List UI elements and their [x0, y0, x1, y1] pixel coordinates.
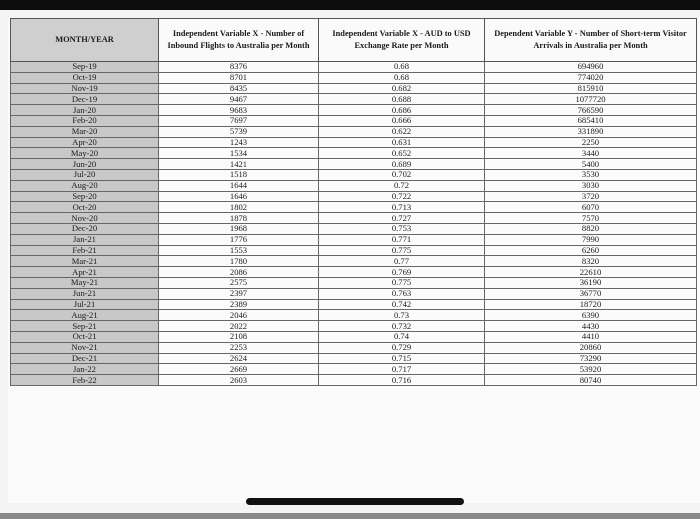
- table-row: [11, 353, 697, 364]
- table-row: [11, 148, 697, 159]
- cell-exchange-rate: 0.775: [319, 277, 485, 288]
- cell-month: Sep-19: [11, 62, 159, 73]
- cell-visitor-arrivals: 8820: [485, 223, 697, 234]
- cell-exchange-rate: 0.716: [319, 375, 485, 386]
- table-row: [11, 62, 697, 73]
- cell-inbound-flights: 2046: [159, 310, 319, 321]
- cell-visitor-arrivals: 4430: [485, 321, 697, 332]
- cell-exchange-rate: 0.652: [319, 148, 485, 159]
- cell-visitor-arrivals: 4410: [485, 331, 697, 342]
- cell-inbound-flights: 9467: [159, 94, 319, 105]
- table-row: [11, 364, 697, 375]
- table-row: [11, 83, 697, 94]
- table-row: [11, 277, 697, 288]
- cell-month: Aug-20: [11, 180, 159, 191]
- cell-month: Jun-20: [11, 159, 159, 170]
- table-row: [11, 331, 697, 342]
- cell-month: Oct-19: [11, 72, 159, 83]
- cell-month: Nov-19: [11, 83, 159, 94]
- cell-month: Nov-20: [11, 213, 159, 224]
- table-row: [11, 191, 697, 202]
- cell-month: Jul-20: [11, 169, 159, 180]
- cell-inbound-flights: 2397: [159, 288, 319, 299]
- cell-inbound-flights: 1968: [159, 223, 319, 234]
- cell-exchange-rate: 0.727: [319, 213, 485, 224]
- cell-exchange-rate: 0.742: [319, 299, 485, 310]
- cell-inbound-flights: 8701: [159, 72, 319, 83]
- cell-visitor-arrivals: 18720: [485, 299, 697, 310]
- cell-exchange-rate: 0.68: [319, 62, 485, 73]
- cell-exchange-rate: 0.713: [319, 202, 485, 213]
- cell-visitor-arrivals: 20860: [485, 342, 697, 353]
- cell-visitor-arrivals: 6260: [485, 245, 697, 256]
- cell-month: Oct-21: [11, 331, 159, 342]
- table-row: [11, 245, 697, 256]
- cell-month: Jul-21: [11, 299, 159, 310]
- cell-visitor-arrivals: 766590: [485, 105, 697, 116]
- cell-visitor-arrivals: 3530: [485, 169, 697, 180]
- cell-exchange-rate: 0.717: [319, 364, 485, 375]
- cell-month: Jan-22: [11, 364, 159, 375]
- cell-inbound-flights: 2669: [159, 364, 319, 375]
- cell-month: Apr-20: [11, 137, 159, 148]
- cell-visitor-arrivals: 2250: [485, 137, 697, 148]
- cell-visitor-arrivals: 694960: [485, 62, 697, 73]
- cell-month: Sep-20: [11, 191, 159, 202]
- cell-inbound-flights: 2086: [159, 267, 319, 278]
- table-row: [11, 321, 697, 332]
- cell-exchange-rate: 0.682: [319, 83, 485, 94]
- cell-inbound-flights: 8435: [159, 83, 319, 94]
- cell-visitor-arrivals: 36190: [485, 277, 697, 288]
- cell-visitor-arrivals: 53920: [485, 364, 697, 375]
- table-row: [11, 310, 697, 321]
- table-row: [11, 159, 697, 170]
- table-row: [11, 288, 697, 299]
- cell-month: Dec-20: [11, 223, 159, 234]
- cell-month: May-21: [11, 277, 159, 288]
- cell-month: Jun-21: [11, 288, 159, 299]
- cell-inbound-flights: 2603: [159, 375, 319, 386]
- cell-exchange-rate: 0.688: [319, 94, 485, 105]
- table-body: [11, 62, 697, 386]
- table-row: [11, 202, 697, 213]
- cell-visitor-arrivals: 6070: [485, 202, 697, 213]
- cell-exchange-rate: 0.73: [319, 310, 485, 321]
- data-table: [10, 18, 697, 386]
- cell-exchange-rate: 0.702: [319, 169, 485, 180]
- cell-exchange-rate: 0.729: [319, 342, 485, 353]
- cell-exchange-rate: 0.732: [319, 321, 485, 332]
- cell-visitor-arrivals: 774020: [485, 72, 697, 83]
- table-row: [11, 256, 697, 267]
- cell-visitor-arrivals: 3720: [485, 191, 697, 202]
- table-row: [11, 72, 697, 83]
- cell-exchange-rate: 0.722: [319, 191, 485, 202]
- table-row: [11, 94, 697, 105]
- cell-inbound-flights: 1243: [159, 137, 319, 148]
- cell-visitor-arrivals: 6390: [485, 310, 697, 321]
- cell-visitor-arrivals: 1077720: [485, 94, 697, 105]
- cell-visitor-arrivals: 685410: [485, 115, 697, 126]
- cell-inbound-flights: 2624: [159, 353, 319, 364]
- cell-month: Feb-20: [11, 115, 159, 126]
- cell-exchange-rate: 0.666: [319, 115, 485, 126]
- table-row: [11, 299, 697, 310]
- cell-visitor-arrivals: 8320: [485, 256, 697, 267]
- cell-inbound-flights: 1421: [159, 159, 319, 170]
- cell-inbound-flights: 1802: [159, 202, 319, 213]
- cell-inbound-flights: 1644: [159, 180, 319, 191]
- top-bar: [0, 0, 700, 10]
- table-row: [11, 105, 697, 116]
- cell-inbound-flights: 1776: [159, 234, 319, 245]
- cell-exchange-rate: 0.753: [319, 223, 485, 234]
- cell-visitor-arrivals: 7990: [485, 234, 697, 245]
- cell-month: May-20: [11, 148, 159, 159]
- cell-exchange-rate: 0.631: [319, 137, 485, 148]
- cell-month: Aug-21: [11, 310, 159, 321]
- cell-exchange-rate: 0.689: [319, 159, 485, 170]
- table-row: [11, 126, 697, 137]
- table-row: [11, 375, 697, 386]
- cell-exchange-rate: 0.72: [319, 180, 485, 191]
- cell-month: Oct-20: [11, 202, 159, 213]
- cell-month: Jan-21: [11, 234, 159, 245]
- cell-visitor-arrivals: 22610: [485, 267, 697, 278]
- header-visitor-arrivals: Dependent Variable Y - Number of Short-term Visitor Arrivals in Australia per Month: [485, 19, 697, 62]
- cell-exchange-rate: 0.775: [319, 245, 485, 256]
- cell-exchange-rate: 0.769: [319, 267, 485, 278]
- table-row: [11, 213, 697, 224]
- cell-month: Dec-21: [11, 353, 159, 364]
- cell-month: Mar-20: [11, 126, 159, 137]
- cell-inbound-flights: 1780: [159, 256, 319, 267]
- table-row: [11, 180, 697, 191]
- cell-exchange-rate: 0.77: [319, 256, 485, 267]
- cell-exchange-rate: 0.715: [319, 353, 485, 364]
- cell-exchange-rate: 0.771: [319, 234, 485, 245]
- spreadsheet-view: [8, 18, 700, 503]
- table-row: [11, 342, 697, 353]
- header-inbound-flights: Independent Variable X - Number of Inbound Flights to Australia per Month: [159, 19, 319, 62]
- cell-visitor-arrivals: 80740: [485, 375, 697, 386]
- table-row: [11, 234, 697, 245]
- header-month-year: MONTH/YEAR: [11, 19, 159, 62]
- cell-visitor-arrivals: 3030: [485, 180, 697, 191]
- cell-inbound-flights: 2108: [159, 331, 319, 342]
- table-row: [11, 267, 697, 278]
- header-row: [11, 19, 697, 62]
- cell-inbound-flights: 1878: [159, 213, 319, 224]
- cell-exchange-rate: 0.622: [319, 126, 485, 137]
- cell-inbound-flights: 9683: [159, 105, 319, 116]
- cell-inbound-flights: 1518: [159, 169, 319, 180]
- cell-month: Dec-19: [11, 94, 159, 105]
- cell-month: Apr-21: [11, 267, 159, 278]
- table-row: [11, 115, 697, 126]
- cell-month: Jan-20: [11, 105, 159, 116]
- table-row: [11, 223, 697, 234]
- cell-inbound-flights: 1646: [159, 191, 319, 202]
- cell-inbound-flights: 2253: [159, 342, 319, 353]
- table-row: [11, 137, 697, 148]
- table-row: [11, 169, 697, 180]
- cell-month: Sep-21: [11, 321, 159, 332]
- cell-visitor-arrivals: 73290: [485, 353, 697, 364]
- header-exchange-rate: Independent Variable X - AUD to USD Exchange Rate per Month: [319, 19, 485, 62]
- cell-inbound-flights: 8376: [159, 62, 319, 73]
- cell-exchange-rate: 0.686: [319, 105, 485, 116]
- cell-month: Feb-21: [11, 245, 159, 256]
- cell-inbound-flights: 1553: [159, 245, 319, 256]
- cell-month: Mar-21: [11, 256, 159, 267]
- cell-visitor-arrivals: 3440: [485, 148, 697, 159]
- cell-inbound-flights: 2389: [159, 299, 319, 310]
- cell-exchange-rate: 0.763: [319, 288, 485, 299]
- cell-visitor-arrivals: 331890: [485, 126, 697, 137]
- cell-month: Nov-21: [11, 342, 159, 353]
- cell-inbound-flights: 7697: [159, 115, 319, 126]
- cell-visitor-arrivals: 815910: [485, 83, 697, 94]
- cell-inbound-flights: 2022: [159, 321, 319, 332]
- cell-visitor-arrivals: 7570: [485, 213, 697, 224]
- cell-month: Feb-22: [11, 375, 159, 386]
- home-indicator[interactable]: [246, 498, 464, 505]
- cell-visitor-arrivals: 36770: [485, 288, 697, 299]
- cell-visitor-arrivals: 5400: [485, 159, 697, 170]
- cell-exchange-rate: 0.74: [319, 331, 485, 342]
- cell-inbound-flights: 1534: [159, 148, 319, 159]
- cell-inbound-flights: 2575: [159, 277, 319, 288]
- bottom-bar: [0, 513, 700, 519]
- cell-inbound-flights: 5739: [159, 126, 319, 137]
- cell-exchange-rate: 0.68: [319, 72, 485, 83]
